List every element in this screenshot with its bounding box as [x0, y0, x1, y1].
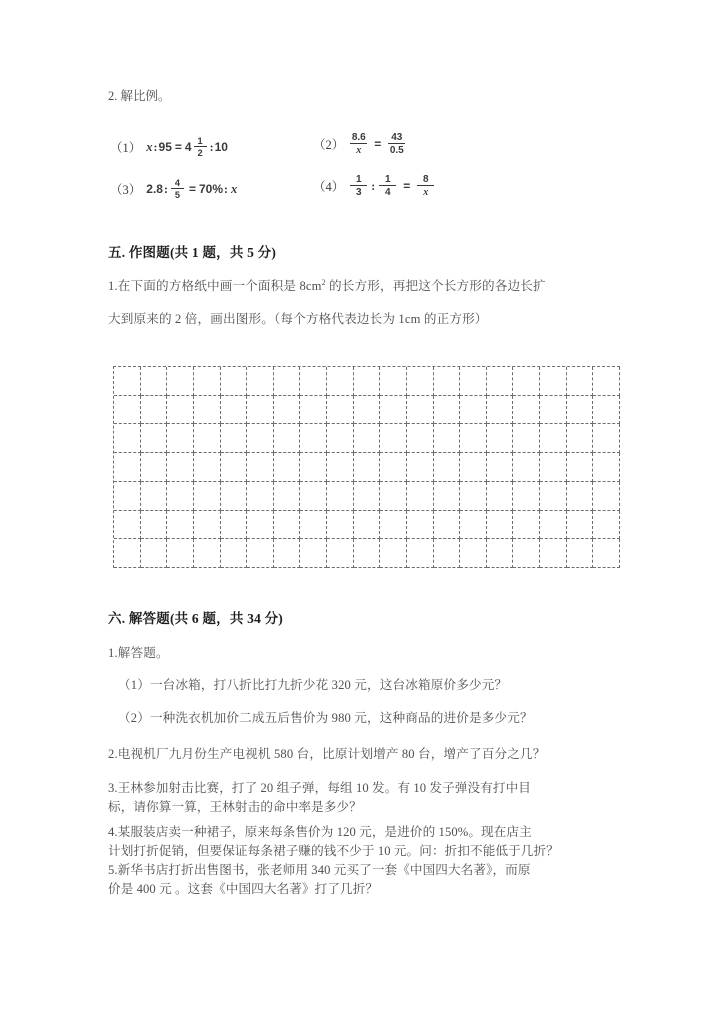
grid-cell[interactable]: [141, 424, 168, 453]
grid-cell[interactable]: [247, 396, 274, 425]
grid-cell[interactable]: [567, 539, 594, 568]
grid-cell[interactable]: [114, 482, 141, 511]
grid-cell[interactable]: [593, 424, 620, 453]
grid-cell[interactable]: [540, 424, 567, 453]
grid-cell[interactable]: [274, 424, 301, 453]
item1-lhs-var: x: [146, 139, 153, 154]
grid-cell[interactable]: [434, 367, 461, 396]
grid-cell[interactable]: [567, 424, 594, 453]
grid-cell[interactable]: [380, 453, 407, 482]
section-five-question-line1a: 在下面的方格纸中画一个面积是 8cm: [117, 279, 322, 293]
item2-left-numerator: 8.6: [351, 131, 366, 143]
grid-cell[interactable]: [487, 511, 514, 540]
grid-cell[interactable]: [487, 367, 514, 396]
grid-cell[interactable]: [114, 511, 141, 540]
grid-cell[interactable]: [434, 539, 461, 568]
item4-a-denominator: 3: [355, 186, 362, 198]
proportion-item-2: [313, 132, 407, 156]
item4-equals: =: [403, 179, 411, 193]
grid-cell[interactable]: [407, 367, 434, 396]
grid-cell[interactable]: [274, 539, 301, 568]
grid-cell[interactable]: [354, 511, 381, 540]
grid-cell[interactable]: [221, 424, 248, 453]
section-six-item-5-text1: 新华书店打折出售图书，张老师用 340 元买了一套《中国四大名著》，而原: [117, 863, 531, 877]
grid-cell[interactable]: [274, 367, 301, 396]
section-six-item-3-number: 3.: [108, 781, 118, 795]
grid-cell[interactable]: [380, 367, 407, 396]
grid-cell[interactable]: [460, 539, 487, 568]
grid-cell[interactable]: [567, 367, 594, 396]
grid-cell[interactable]: [167, 453, 194, 482]
grid-cell[interactable]: [513, 367, 540, 396]
grid-cell[interactable]: [460, 482, 487, 511]
sub-1-text: 一台冰箱，打八折比打九折少花 320 元，这台冰箱原价多少元？: [149, 678, 508, 692]
item2-right-numerator: 43: [391, 131, 403, 143]
grid-cell[interactable]: [274, 453, 301, 482]
grid-cell[interactable]: [247, 482, 274, 511]
grid-cell[interactable]: [407, 453, 434, 482]
grid-cell[interactable]: [593, 482, 620, 511]
grid-cell[interactable]: [567, 511, 594, 540]
grid-cell[interactable]: [194, 424, 221, 453]
grid-cell[interactable]: [167, 396, 194, 425]
grid-cell[interactable]: [513, 424, 540, 453]
grid-cell[interactable]: [354, 367, 381, 396]
item1-colon-2: :: [209, 139, 214, 154]
grid-cell[interactable]: [141, 511, 168, 540]
grid-cell[interactable]: [114, 396, 141, 425]
grid-cell[interactable]: [167, 424, 194, 453]
section-six-heading: 六. 解答题(共 6 题，共 34 分): [108, 611, 283, 626]
proportion-item-3-label: （3）: [110, 183, 142, 197]
section-six-item-5-line1: [108, 861, 632, 880]
section-six-item-4-line1: [108, 823, 632, 842]
item1-mixed-denominator: 2: [197, 147, 203, 158]
grid-cell[interactable]: [460, 424, 487, 453]
item4-fraction-b: [379, 174, 396, 198]
grid-cell[interactable]: [141, 367, 168, 396]
grid-cell[interactable]: [593, 511, 620, 540]
item1-mixed-number: [185, 136, 209, 158]
grid-cell[interactable]: [247, 424, 274, 453]
section-six-item-2-text: 电视机厂九月份生产电视机 580 台，比原计划增产 80 台，增产了百分之几？: [117, 747, 546, 761]
grid-cell[interactable]: [221, 511, 248, 540]
grid-cell[interactable]: [487, 453, 514, 482]
grid-cell[interactable]: [194, 482, 221, 511]
grid-cell[interactable]: [354, 396, 381, 425]
proportion-item-4-label: （4）: [313, 180, 345, 194]
proportion-item-4: [313, 174, 436, 198]
grid-cell[interactable]: [114, 424, 141, 453]
grid-cell[interactable]: [114, 539, 141, 568]
grid-cell[interactable]: [247, 367, 274, 396]
section-six-item-2: [108, 745, 546, 764]
grid-cell[interactable]: [407, 539, 434, 568]
sub-2-text: 一种洗衣机加价二成五后售价为 980 元，这种商品的进价是多少元？: [149, 711, 533, 725]
section-six-item-4-text1: 某服装店卖一种裙子，原来每条售价为 120 元，是进价的 150%。现在店主: [117, 825, 532, 839]
grid-cell[interactable]: [300, 482, 327, 511]
proportion-item-1-label: （1）: [110, 141, 142, 155]
grid-cell[interactable]: [460, 367, 487, 396]
grid-cell[interactable]: [407, 482, 434, 511]
grid-cell[interactable]: [194, 453, 221, 482]
grid-cell[interactable]: [167, 511, 194, 540]
item2-equals: =: [374, 137, 382, 151]
grid-cell[interactable]: [167, 539, 194, 568]
grid-cell[interactable]: [540, 511, 567, 540]
grid-cell[interactable]: [567, 453, 594, 482]
grid-cell[interactable]: [593, 367, 620, 396]
grid-cell[interactable]: [354, 424, 381, 453]
item3-colon: :: [163, 181, 168, 196]
item1-mixed-whole: 4: [184, 140, 192, 154]
grid-cell[interactable]: [247, 539, 274, 568]
grid-cell[interactable]: [354, 453, 381, 482]
grid-cell[interactable]: [274, 396, 301, 425]
grid-cell[interactable]: [300, 539, 327, 568]
grid-cell[interactable]: [194, 511, 221, 540]
proportion-exercise-heading: 2. 解比例。: [108, 89, 171, 103]
item3-lhs-num: 2.8: [146, 182, 163, 196]
grid-cell[interactable]: [460, 396, 487, 425]
section-six-item-5-number: 5.: [108, 863, 118, 877]
item4-fraction-a: [350, 174, 367, 198]
grid-cell[interactable]: [513, 511, 540, 540]
proportion-item-3: [110, 178, 237, 200]
item1-lhs-num: 95: [158, 140, 172, 154]
section-six-item-2-number: 2.: [108, 747, 118, 761]
item4-a-numerator: 1: [355, 173, 362, 185]
grid-cell[interactable]: [194, 367, 221, 396]
section-six-item-4-number: 4.: [108, 825, 118, 839]
item4-b-numerator: 1: [384, 173, 391, 185]
grid-cell[interactable]: [434, 482, 461, 511]
grid-cell[interactable]: [380, 396, 407, 425]
grid-cell[interactable]: [167, 482, 194, 511]
item2-right-fraction: [388, 132, 405, 156]
grid-cell[interactable]: [141, 539, 168, 568]
section-five-question: [108, 277, 628, 296]
item1-rhs-num: 10: [214, 140, 228, 154]
grid-cell[interactable]: [513, 539, 540, 568]
grid-cell[interactable]: [327, 367, 354, 396]
proportion-item-2-label: （2）: [313, 138, 345, 152]
proportion-item-1: [110, 136, 228, 158]
grid-cell[interactable]: [487, 539, 514, 568]
grid-cell[interactable]: [434, 396, 461, 425]
grid-cell[interactable]: [380, 539, 407, 568]
item4-c-numerator: 8: [423, 173, 429, 185]
grid-cell[interactable]: [407, 396, 434, 425]
grid-cell[interactable]: [567, 482, 594, 511]
grid-cell[interactable]: [540, 453, 567, 482]
grid-cell[interactable]: [380, 424, 407, 453]
grid-cell[interactable]: [221, 539, 248, 568]
grid-cell[interactable]: [513, 453, 540, 482]
section-five-question-number: 1.: [108, 279, 118, 293]
section-six-item-1-sub-1: [118, 676, 507, 695]
grid-cell[interactable]: [487, 482, 514, 511]
grid-cell[interactable]: [327, 396, 354, 425]
grid-cell[interactable]: [540, 367, 567, 396]
section-six-item-5-line2: 价是 400 元 。这套《中国四大名著》打了几折？: [108, 881, 379, 896]
item2-left-fraction: [350, 132, 367, 156]
grid-cell[interactable]: [434, 511, 461, 540]
section-six-item-1-number: 1.: [108, 646, 118, 660]
item1-colon-1: :: [153, 139, 158, 154]
grid-cell[interactable]: [513, 396, 540, 425]
grid-cell[interactable]: [274, 482, 301, 511]
item4-colon: :: [371, 178, 376, 193]
grid-cell[interactable]: [567, 396, 594, 425]
item3-colon-2: :: [224, 181, 228, 196]
grid-cell[interactable]: [114, 453, 141, 482]
section-six-item-1-sub-2: [118, 709, 533, 728]
grid-cell[interactable]: [194, 539, 221, 568]
grid-cell[interactable]: [593, 396, 620, 425]
grid-cell[interactable]: [167, 367, 194, 396]
item1-mixed-numerator: 1: [197, 135, 203, 146]
item3-denominator: 5: [174, 189, 181, 200]
grid-cell[interactable]: [593, 453, 620, 482]
section-six-item-5: [108, 861, 632, 898]
item4-b-denominator: 4: [384, 186, 391, 198]
item3-fraction: [171, 178, 184, 200]
grid-cell[interactable]: [327, 424, 354, 453]
section-six-item-4-line2: 计划打折促销，但要保证每条裙子赚的钱不少于 10 元。问：折扣不能低于几折？: [108, 843, 559, 858]
grid-cell[interactable]: [141, 482, 168, 511]
grid-cell[interactable]: [354, 539, 381, 568]
item3-numerator: 4: [174, 177, 181, 188]
grid-cell[interactable]: [300, 367, 327, 396]
graph-paper-grid[interactable]: [113, 366, 620, 568]
grid-cell[interactable]: [434, 424, 461, 453]
grid-cell[interactable]: [221, 482, 248, 511]
grid-cell[interactable]: [327, 511, 354, 540]
grid-cell[interactable]: [407, 511, 434, 540]
grid-cell[interactable]: [593, 539, 620, 568]
grid-cell[interactable]: [487, 424, 514, 453]
grid-cell[interactable]: [194, 396, 221, 425]
section-five-question-superscript: 2: [321, 277, 326, 287]
grid-cell[interactable]: [141, 453, 168, 482]
grid-cell[interactable]: [247, 453, 274, 482]
item2-right-denominator: 0.5: [389, 144, 404, 156]
section-six-item-3: [108, 779, 628, 816]
item4-c-denominator: x: [423, 186, 429, 198]
grid-cell[interactable]: [460, 453, 487, 482]
grid-cell[interactable]: [300, 511, 327, 540]
grid-cell[interactable]: [327, 482, 354, 511]
section-six-item-3-line2: 标，请你算一算，王林射击的命中率是多少？: [108, 799, 362, 814]
item1-equals: =: [174, 140, 182, 154]
section-five-heading: 五. 作图题(共 1 题，共 5 分): [108, 245, 277, 260]
grid-cell[interactable]: [247, 511, 274, 540]
grid-cell[interactable]: [540, 396, 567, 425]
item3-equals: =: [188, 182, 196, 196]
section-five-question-line2: 大到原来的 2 倍，画出图形。（每个方格代表边长为 1cm 的正方形）: [108, 312, 488, 326]
grid-cell[interactable]: [141, 396, 168, 425]
sub-1-label: （1）: [118, 678, 150, 692]
grid-cell[interactable]: [274, 511, 301, 540]
grid-cell[interactable]: [487, 396, 514, 425]
grid-cell[interactable]: [300, 453, 327, 482]
item1-mixed-fraction: [194, 136, 207, 158]
grid-cell[interactable]: [540, 482, 567, 511]
grid-cell[interactable]: [460, 511, 487, 540]
grid-cell[interactable]: [380, 482, 407, 511]
grid-cell[interactable]: [407, 424, 434, 453]
grid-cell[interactable]: [327, 539, 354, 568]
grid-cell[interactable]: [114, 367, 141, 396]
section-six-item-1-text: 解答题。: [117, 646, 169, 660]
grid-cell[interactable]: [221, 367, 248, 396]
section-six-item-3-line1: [108, 779, 628, 798]
item3-rhs-percent: 70%: [198, 182, 223, 196]
grid-cell[interactable]: [221, 453, 248, 482]
grid-cell[interactable]: [221, 396, 248, 425]
item3-rhs-var: x: [231, 181, 238, 196]
grid-cell[interactable]: [300, 424, 327, 453]
grid-cell[interactable]: [434, 453, 461, 482]
item4-fraction-c: [417, 174, 434, 198]
item2-left-denominator: x: [356, 144, 362, 156]
grid-cell[interactable]: [513, 482, 540, 511]
grid-cell[interactable]: [540, 539, 567, 568]
grid-cell[interactable]: [327, 453, 354, 482]
grid-cell[interactable]: [380, 511, 407, 540]
sub-2-label: （2）: [118, 711, 150, 725]
section-six-item-1: [108, 644, 169, 663]
grid-cell[interactable]: [354, 482, 381, 511]
section-five-question-line1b: 的长方形，再把这个长方形的各边长扩: [325, 279, 546, 293]
section-six-item-4: [108, 823, 632, 860]
grid-cell[interactable]: [300, 396, 327, 425]
section-six-item-3-text1: 王林参加射击比赛，打了 20 组子弹，每组 10 发。有 10 发子弹没有打中目: [117, 781, 531, 795]
